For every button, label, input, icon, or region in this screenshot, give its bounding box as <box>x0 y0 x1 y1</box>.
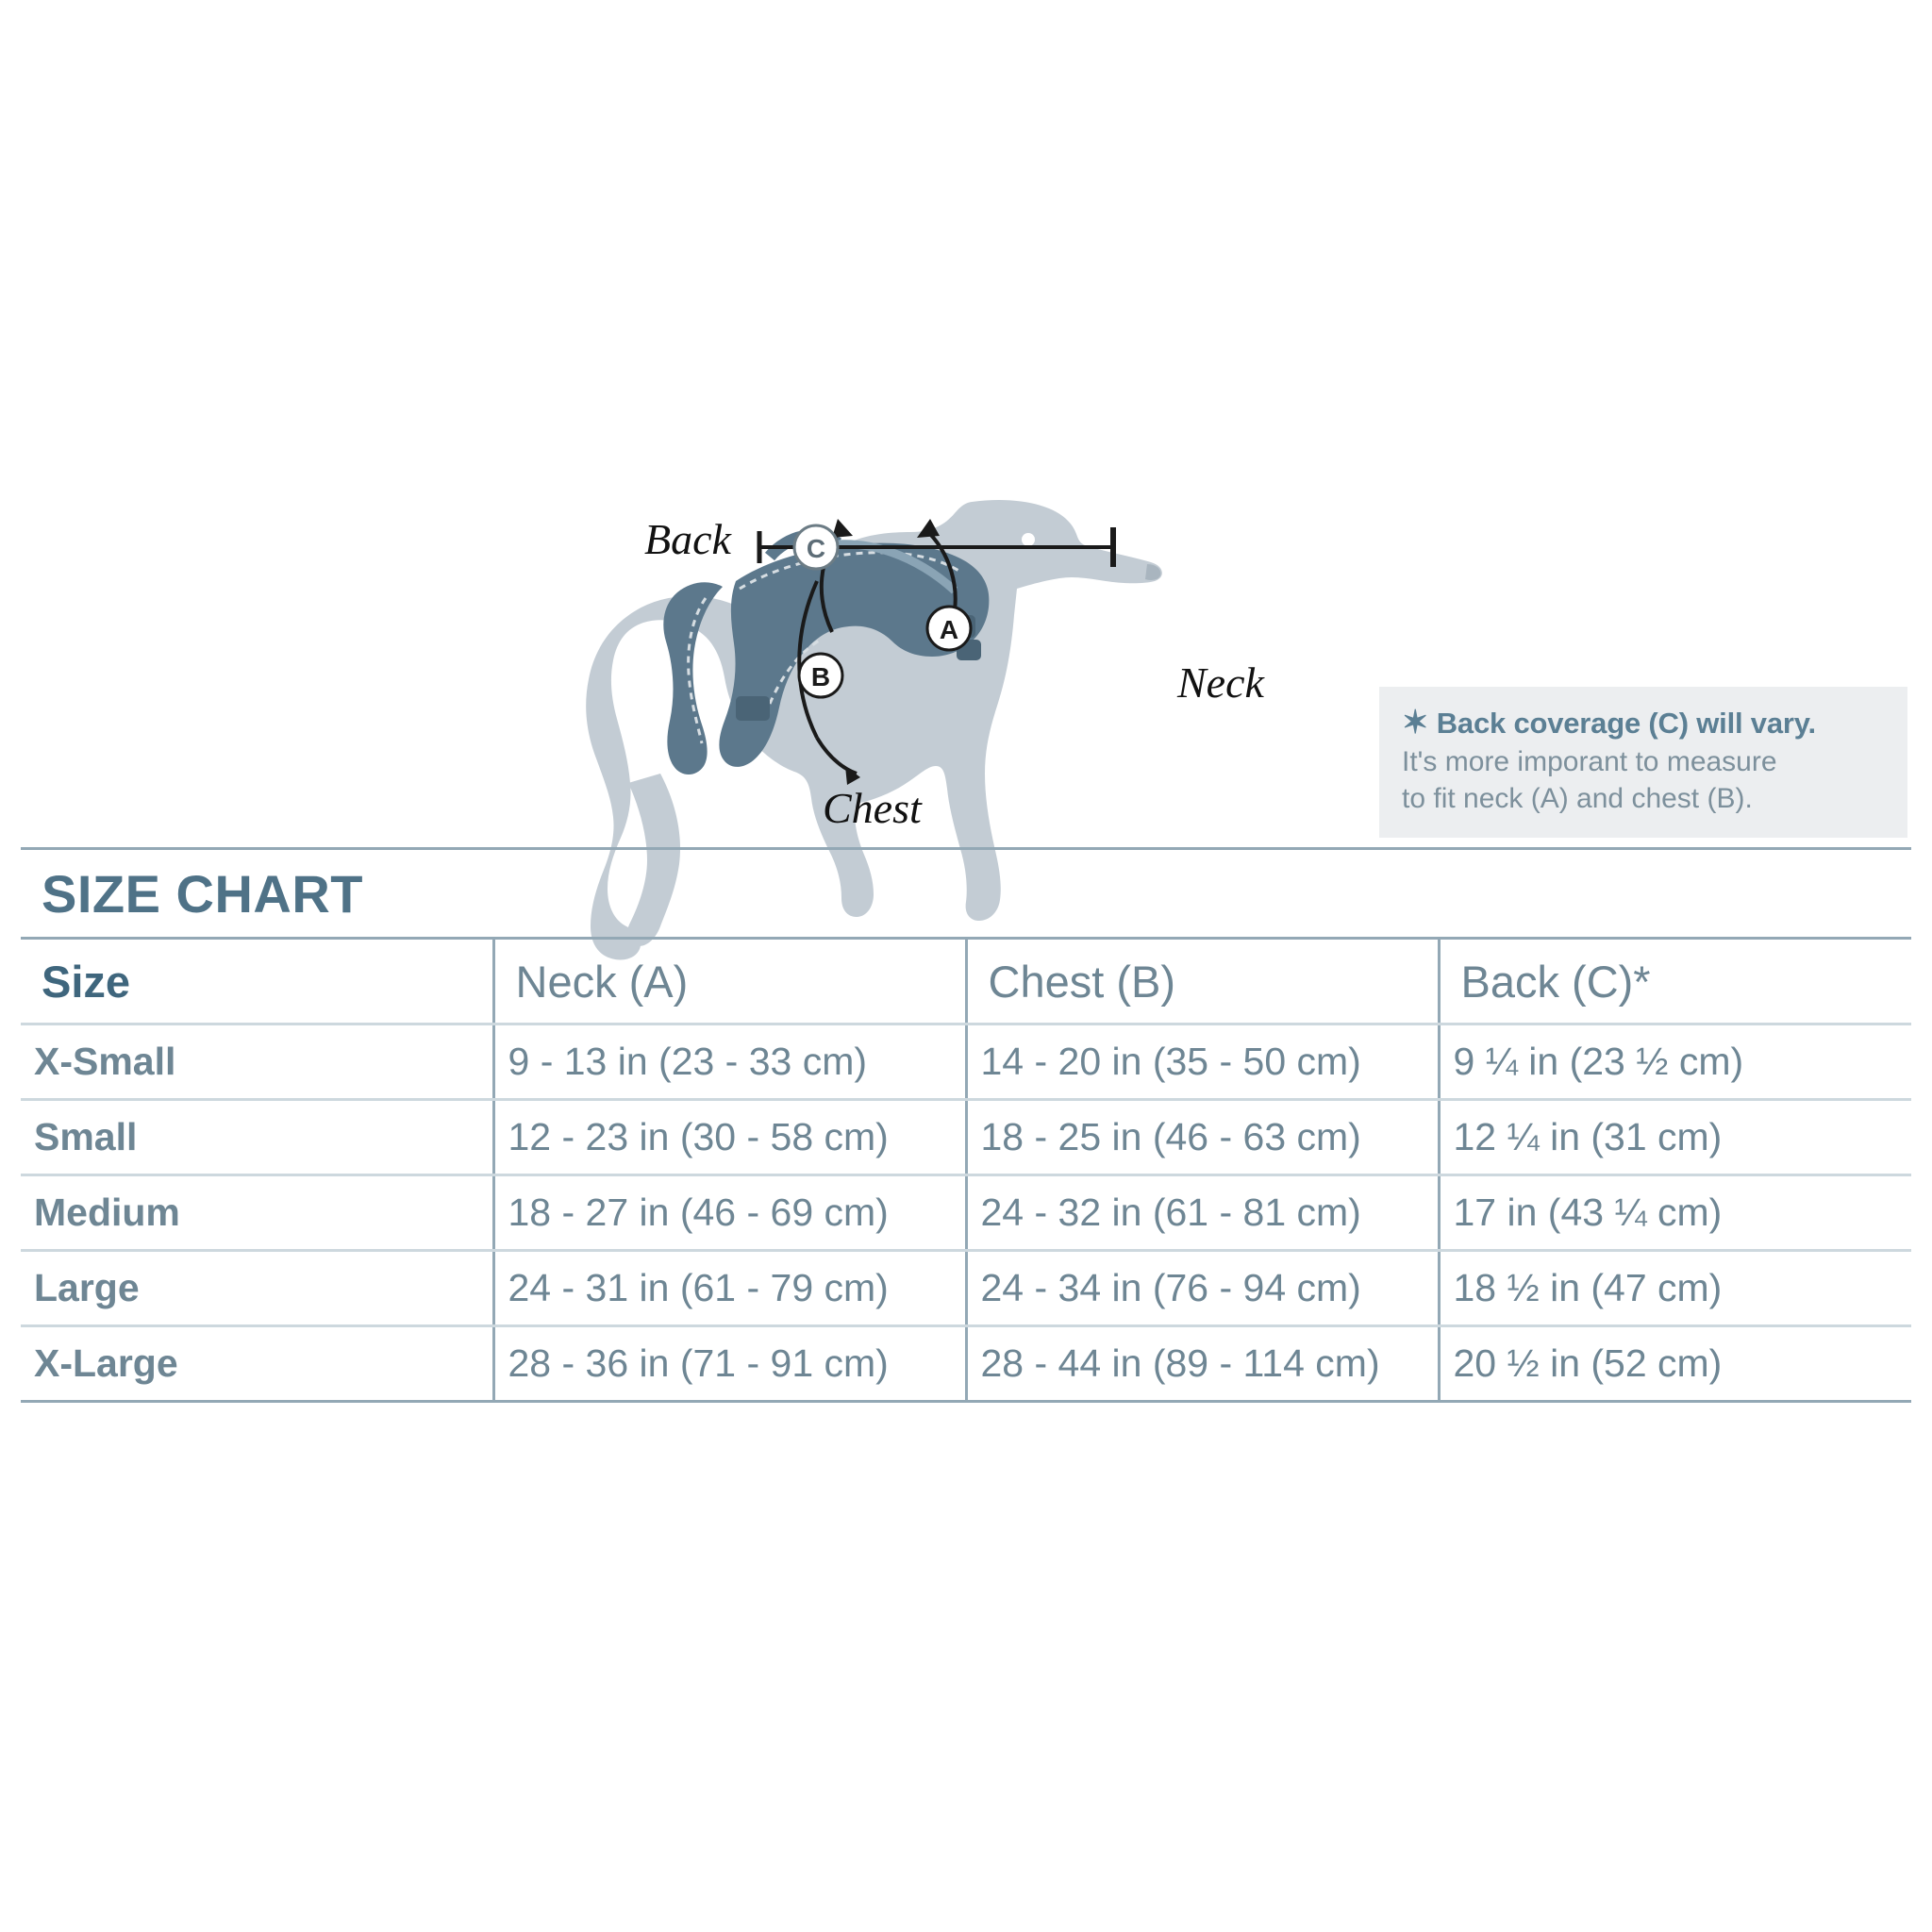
note-line-2: to fit neck (A) and chest (B). <box>1402 783 1753 814</box>
row-back-value: 18 ½ in (47 cm) <box>1439 1251 1911 1326</box>
column-header-size: Size <box>21 939 493 1024</box>
column-header-chest: Chest (B) <box>966 939 1439 1024</box>
size-chart <box>21 847 1911 1403</box>
marker-b <box>799 654 842 697</box>
back-dimension-line <box>750 514 1127 580</box>
row-size-label: X-Large <box>21 1326 493 1401</box>
label-chest: Chest <box>823 784 922 832</box>
table-row <box>21 1326 1911 1401</box>
table-row <box>21 1251 1911 1326</box>
row-chest-value: 24 - 32 in (61 - 81 cm) <box>966 1175 1439 1251</box>
star-icon: ✶ <box>1402 705 1429 741</box>
row-chest-value: 18 - 25 in (46 - 63 cm) <box>966 1100 1439 1175</box>
column-header-neck: Neck (A) <box>493 939 966 1024</box>
row-size-label: Medium <box>21 1175 493 1251</box>
svg-text:C: C <box>806 534 826 563</box>
row-back-value: 20 ½ in (52 cm) <box>1453 1341 1723 1385</box>
row-back-value: 17 in (43 ¼ cm) <box>1439 1175 1911 1251</box>
row-size-label: Small <box>21 1100 493 1175</box>
row-back-value: 12 ¼ in (31 cm) <box>1439 1100 1911 1175</box>
table-row <box>21 1100 1911 1175</box>
size-chart-table <box>21 850 1911 1400</box>
label-neck: Neck <box>1177 658 1264 707</box>
size-chart-title-row <box>21 850 1911 939</box>
row-chest-value: 24 - 34 in (76 - 94 cm) <box>966 1251 1439 1326</box>
back-coverage-note <box>1379 687 1907 838</box>
marker-a <box>927 607 971 650</box>
row-neck-value: 24 - 31 in (61 - 79 cm) <box>493 1251 966 1326</box>
row-back-value: 9 ¼ in (23 ½ cm) <box>1439 1024 1911 1100</box>
svg-text:A: A <box>939 615 959 644</box>
row-chest-value: 14 - 20 in (35 - 50 cm) <box>966 1024 1439 1100</box>
row-neck-value: 18 - 27 in (46 - 69 cm) <box>493 1175 966 1251</box>
row-size-label: Large <box>21 1251 493 1326</box>
column-header-back: Back (C)* <box>1439 939 1911 1024</box>
measurement-diagram <box>0 0 1932 849</box>
row-neck-value: 12 - 23 in (30 - 58 cm) <box>493 1100 966 1175</box>
row-neck-value: 28 - 36 in (71 - 91 cm) <box>493 1326 966 1401</box>
table-header-row <box>21 939 1911 1024</box>
label-back: Back <box>644 515 731 563</box>
page-title: SIZE CHART <box>42 863 363 924</box>
table-row <box>21 1175 1911 1251</box>
note-line-1: It's more imporant to measure <box>1402 746 1777 777</box>
row-chest-value: 28 - 44 in (89 - 114 cm) <box>966 1326 1439 1401</box>
note-title-text: Back coverage (C) will vary. <box>1436 707 1816 740</box>
row-size-label: X-Small <box>21 1024 493 1100</box>
row-neck-value: 9 - 13 in (23 - 33 cm) <box>493 1024 966 1100</box>
table-row <box>21 1024 1911 1100</box>
size-chart-title-cell <box>21 850 1911 939</box>
note-title <box>1402 704 1889 741</box>
svg-text:B: B <box>810 662 831 691</box>
